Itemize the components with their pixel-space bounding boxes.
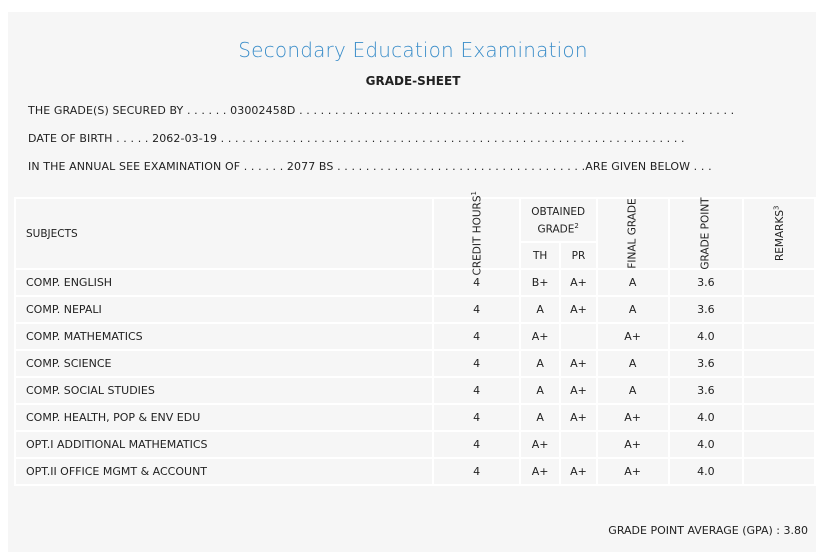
pr-grade-cell: A+ bbox=[560, 377, 596, 404]
grade-point-cell: 4.0 bbox=[669, 458, 743, 485]
th-header: TH bbox=[520, 242, 561, 269]
credit-cell: 4 bbox=[433, 431, 519, 458]
table-row bbox=[15, 323, 815, 350]
pr-header: PR bbox=[560, 242, 596, 269]
dob-value: 2062-03-19 bbox=[152, 132, 218, 145]
credit-cell: 4 bbox=[433, 377, 519, 404]
remarks-cell bbox=[743, 404, 815, 431]
final-grade-header: FINAL GRADE bbox=[597, 198, 669, 269]
pr-grade-cell: A+ bbox=[560, 404, 596, 431]
subject-cell: OPT.II OFFICE MGMT & ACCOUNT bbox=[15, 458, 433, 485]
th-grade-cell: A+ bbox=[520, 458, 561, 485]
credit-cell: 4 bbox=[433, 458, 519, 485]
subjects-header: SUBJECTS bbox=[15, 198, 433, 269]
remarks-header: REMARKS$^3$ bbox=[743, 198, 815, 269]
grade-point-cell: 4.0 bbox=[669, 323, 743, 350]
subject-cell: COMP. HEALTH, POP & ENV EDU bbox=[15, 404, 433, 431]
exam-year-line bbox=[28, 160, 712, 173]
dob-label: DATE OF BIRTH . . . . . bbox=[28, 132, 149, 145]
grade-point-cell: 3.6 bbox=[669, 350, 743, 377]
final-grade-cell: A bbox=[597, 350, 669, 377]
grades-table bbox=[14, 191, 816, 486]
th-grade-cell: A+ bbox=[520, 323, 561, 350]
subject-cell: OPT.I ADDITIONAL MATHEMATICS bbox=[15, 431, 433, 458]
exam-year-end: ARE GIVEN BELOW . . . bbox=[585, 160, 712, 173]
credit-hours-header: CREDIT HOURS$^1$ bbox=[433, 198, 519, 269]
grade-sheet-panel bbox=[8, 12, 816, 552]
exam-year-value: 2077 BS bbox=[286, 160, 334, 173]
credit-cell: 4 bbox=[433, 350, 519, 377]
obtained-grade-header: OBTAINED GRADE$^2$ bbox=[520, 198, 597, 242]
remarks-cell bbox=[743, 323, 815, 350]
exam-year-label: IN THE ANNUAL SEE EXAMINATION OF . . . . . . bbox=[28, 160, 284, 173]
grade-point-cell: 3.6 bbox=[669, 377, 743, 404]
table-row bbox=[15, 404, 815, 431]
pr-grade-cell: A+ bbox=[560, 269, 596, 296]
table-row bbox=[15, 431, 815, 458]
subject-cell: COMP. SOCIAL STUDIES bbox=[15, 377, 433, 404]
final-grade-cell: A+ bbox=[597, 404, 669, 431]
pr-grade-cell: A+ bbox=[560, 458, 596, 485]
th-grade-cell: A bbox=[520, 296, 561, 323]
grade-point-cell: 3.6 bbox=[669, 269, 743, 296]
remarks-cell bbox=[743, 296, 815, 323]
symbol-line bbox=[28, 104, 734, 117]
credit-cell: 4 bbox=[433, 404, 519, 431]
subject-cell: COMP. MATHEMATICS bbox=[15, 323, 433, 350]
exam-year-dots: . . . . . . . . . . . . . . . . . . . . . . . . . . . . . . . . . . . bbox=[337, 160, 586, 173]
final-grade-cell: A+ bbox=[597, 431, 669, 458]
pr-grade-cell bbox=[560, 323, 596, 350]
final-grade-cell: A+ bbox=[597, 323, 669, 350]
pr-grade-cell: A+ bbox=[560, 350, 596, 377]
subject-cell: COMP. SCIENCE bbox=[15, 350, 433, 377]
table-header-row bbox=[15, 198, 815, 242]
th-grade-cell: A bbox=[520, 377, 561, 404]
table-row bbox=[15, 296, 815, 323]
dob-line bbox=[28, 132, 685, 145]
pr-grade-cell: A+ bbox=[560, 296, 596, 323]
th-grade-cell: A bbox=[520, 350, 561, 377]
th-grade-cell: A+ bbox=[520, 431, 561, 458]
final-grade-cell: A bbox=[597, 269, 669, 296]
symbol-label: THE GRADE(S) SECURED BY . . . . . . bbox=[28, 104, 227, 117]
grade-point-cell: 4.0 bbox=[669, 404, 743, 431]
final-grade-cell: A bbox=[597, 377, 669, 404]
table-row bbox=[15, 458, 815, 485]
grade-point-cell: 3.6 bbox=[669, 296, 743, 323]
final-grade-cell: A+ bbox=[597, 458, 669, 485]
dob-dots: . . . . . . . . . . . . . . . . . . . . . . . . . . . . . . . . . . . . . . . . . . . . . . . . . . . . . . . . . . . . . . . . . bbox=[220, 132, 685, 145]
pr-grade-cell bbox=[560, 431, 596, 458]
remarks-cell bbox=[743, 431, 815, 458]
remarks-cell bbox=[743, 458, 815, 485]
table-row bbox=[15, 377, 815, 404]
table-row bbox=[15, 269, 815, 296]
remarks-cell bbox=[743, 350, 815, 377]
credit-cell: 4 bbox=[433, 323, 519, 350]
sheet-title: GRADE-SHEET bbox=[365, 74, 461, 88]
th-grade-cell: B+ bbox=[520, 269, 561, 296]
symbol-number: 03002458D bbox=[230, 104, 296, 117]
remarks-cell bbox=[743, 377, 815, 404]
subject-cell: COMP. NEPALI bbox=[15, 296, 433, 323]
th-grade-cell: A bbox=[520, 404, 561, 431]
subject-cell: COMP. ENGLISH bbox=[15, 269, 433, 296]
exam-title: Secondary Education Examination bbox=[238, 38, 588, 62]
grade-point-cell: 4.0 bbox=[669, 431, 743, 458]
table-row bbox=[15, 350, 815, 377]
symbol-dots: . . . . . . . . . . . . . . . . . . . . . . . . . . . . . . . . . . . . . . . . . . . . . . . . . . . . . . . . . . . . . bbox=[299, 104, 735, 117]
remarks-cell bbox=[743, 269, 815, 296]
credit-cell: 4 bbox=[433, 269, 519, 296]
credit-cell: 4 bbox=[433, 296, 519, 323]
grade-point-header: GRADE POINT bbox=[669, 198, 743, 269]
gpa-summary: GRADE POINT AVERAGE (GPA) : 3.80 bbox=[608, 524, 808, 537]
final-grade-cell: A bbox=[597, 296, 669, 323]
